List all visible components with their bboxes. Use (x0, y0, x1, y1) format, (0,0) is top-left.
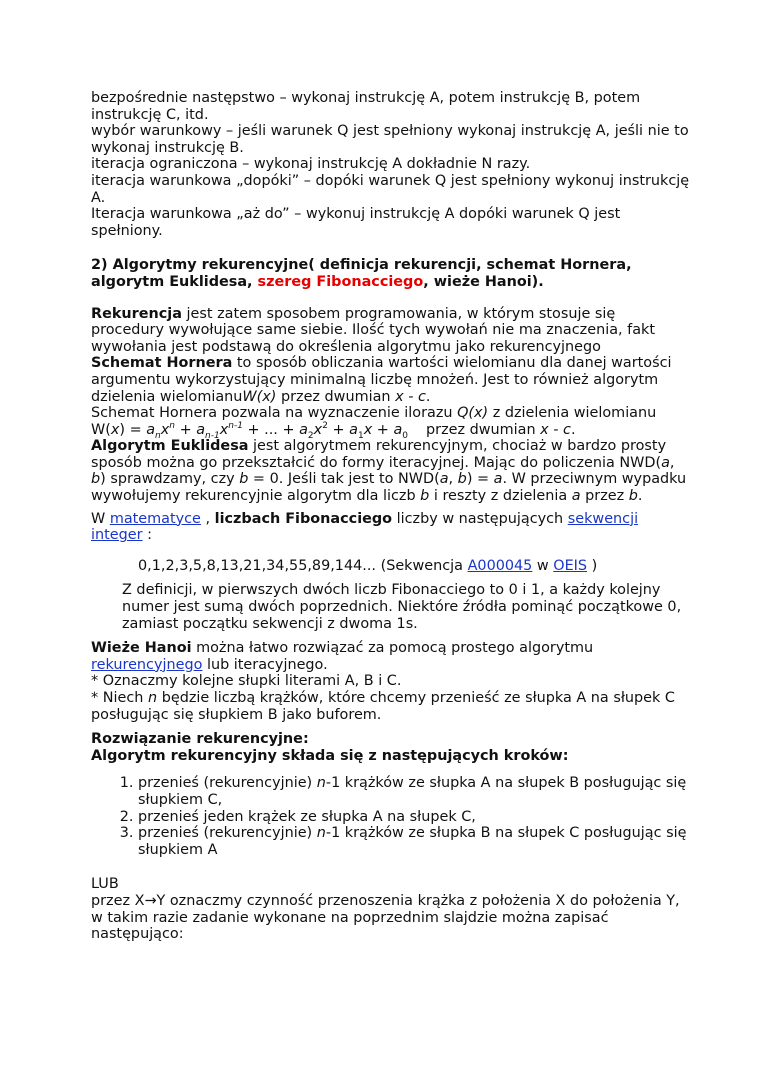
sequence-text: 0,1,2,3,5,8,13,21,34,55,89,144... (Sekwencja (138, 557, 468, 574)
horner-formula (91, 422, 691, 439)
euklides-text: = 0. Jeśli tak jest to NWD( (248, 471, 440, 488)
step-text: -1 krążków ze słupka B na słupek C posługując się słupkiem A (138, 825, 687, 858)
list-item (138, 809, 691, 826)
var-a: a (493, 471, 503, 488)
sekwencji-integer-link[interactable]: sekwencji integer (91, 510, 639, 544)
euklides-text: jest algorytmem rekurencyjnym, chociaż w bardzo prosty sposób można go przekształcić do formy iteracyjnej. Mając do policzenia NWD( (91, 438, 667, 471)
euklides-text: . W przeciwnym wypadku wywołujemy rekurencyjnie algorytm dla liczb (91, 471, 687, 505)
hanoi-text: można łatwo rozwiązać za pomocą prostego algorytmu (191, 640, 594, 657)
horner-text: to sposób obliczania wartości wielomianu dla danej wartości argumentu wykorzystujący minimalną liczbę mnożeń. Jest to również algorytm dzielenia wielomianu (91, 355, 672, 405)
var-a: a (439, 471, 449, 488)
euklides-text: , (448, 471, 458, 488)
var-a: a (661, 454, 670, 471)
step-text: przenieś (rekurencyjnie) (138, 775, 317, 792)
var-n: n (316, 825, 326, 842)
hanoi-note-text: będzie liczbą krążków, które chcemy przenieść ze słupka A na słupek C posługując się słupkiem B jako buforem. (91, 690, 675, 723)
formula-part: przez dwumian (426, 421, 541, 438)
intro-line: iteracja ograniczona – wykonaj instrukcję A dokładnie N razy. (91, 156, 531, 173)
horner-text: Schemat Hornera pozwala na wyznaczenie ilorazu (91, 405, 458, 422)
rekurencja-paragraph (91, 306, 691, 356)
hanoi-note-text: * Niech (91, 690, 148, 706)
formula-exponent: n (169, 420, 175, 431)
formula-var: x (313, 421, 323, 438)
formula-index: 1 (357, 430, 364, 441)
sequence-text: w (532, 557, 554, 574)
hanoi-term: Wieże Hanoi (91, 640, 192, 657)
sequence-text: ) (587, 557, 598, 574)
rekurencyjnego-link[interactable]: rekurencyjnego (91, 656, 203, 673)
final-text: Y oznaczmy czynność przenoszenia krążka z położenia X do położenia Y, w takim razie zadanie wykonane na poprzednim slajdzie można zapisać następująco: (91, 892, 680, 943)
section-heading (91, 257, 691, 290)
euklides-text: ) sprawdzamy, czy (100, 471, 240, 488)
list-item (138, 825, 691, 858)
formula-var: a (146, 421, 156, 438)
euklides-text: ) = (466, 471, 494, 488)
fib-text: , (200, 510, 215, 527)
formula-part: W( (91, 421, 111, 438)
heading-highlight: szereg Fibonacciego (257, 273, 424, 290)
var-b: b (457, 471, 467, 488)
var-b: b (91, 471, 101, 488)
horner-text: przez dwumian (276, 388, 396, 405)
solution-subtitle (91, 748, 691, 765)
horner-xc: x - c (395, 388, 426, 405)
fibonacci-paragraph (91, 511, 691, 544)
formula-part: . (570, 421, 576, 438)
heading-text-end: , wieże Hanoi). (423, 273, 544, 290)
var-n: n (148, 690, 158, 706)
formula-var: x (160, 421, 170, 438)
formula-part: + ... + (242, 421, 300, 438)
arrow-symbol: → (144, 892, 157, 909)
final-text: przez X (91, 892, 145, 909)
formula-var: a (196, 421, 206, 438)
formula-index: 0 (402, 430, 409, 441)
formula-index: n-1 (205, 430, 220, 441)
rekurencja-text: jest zatem sposobem programowania, w którym stosuje się procedury wywołujące same siebie. Ilość tych wywołań nie ma znaczenia, fakt wywołania jest podstawą do określenia algorytmu jako rekurencyjnego (91, 305, 656, 355)
hanoi-note (91, 690, 691, 723)
horner-term: Schemat Hornera (91, 355, 233, 372)
horner-paragraph (91, 355, 691, 405)
hanoi-note: * Oznaczmy kolejne słupki literami A, B i C. (91, 673, 402, 690)
formula-index: 2 (307, 430, 314, 441)
formula-index: n (155, 430, 161, 441)
heading-text: 2) Algorytmy rekurencyjne( definicja rekurencji, schemat Hornera, algorytm Euklidesa, (91, 257, 632, 290)
fib-text: liczby w następujących (392, 510, 568, 527)
solution-title (91, 731, 691, 748)
step-text: -1 krążków ze słupka A na słupek B posługując się słupkiem C, (138, 775, 687, 808)
final-paragraph (91, 893, 691, 943)
document-page (91, 90, 691, 943)
formula-part: + (175, 421, 197, 438)
list-item (138, 775, 691, 808)
var-n: n (316, 775, 326, 792)
rekurencja-term: Rekurencja (91, 305, 182, 322)
hanoi-text: lub iteracyjnego. (202, 656, 328, 673)
intro-line: Iteracja warunkowa „aż do” – wykonuj instrukcję A dopóki warunek Q jest spełniony. (91, 206, 621, 239)
steps-list (91, 775, 691, 858)
intro-line: bezpośrednie następstwo – wykonaj instrukcję A, potem instrukcję B, potem instrukcję C, itd. (91, 90, 641, 123)
formula-var: a (393, 421, 403, 438)
euklides-text: i reszty z dzielenia (429, 488, 572, 505)
formula-var: a (299, 421, 308, 438)
euklides-term: Algorytm Euklidesa (91, 438, 249, 455)
horner-quotient-line (91, 405, 691, 422)
var-a: a (571, 488, 581, 505)
matematyce-link[interactable]: matematyce (109, 510, 201, 527)
a000045-link[interactable]: A000045 (467, 557, 533, 574)
fibonacci-definition: Z definicji, w pierwszych dwóch liczb Fibonacciego to 0 i 1, a każdy kolejny numer jest sumą dwóch poprzednich. Niektóre źródła pominąć początkowe 0, zamiast początku sekwencji z dwoma 1s. (122, 582, 682, 632)
fib-text: : (142, 527, 152, 544)
formula-exponent: 2 (322, 420, 328, 431)
formula-part: + (372, 421, 394, 438)
formula-exponent: n-1 (228, 420, 243, 431)
fibonacci-sequence (138, 558, 691, 575)
solution-subtitle-text: Algorytm rekurencyjny składa się z następujących kroków: (91, 747, 569, 764)
formula-var: a (349, 421, 358, 438)
hanoi-paragraph (91, 640, 691, 673)
oeis-link[interactable]: OEIS (553, 557, 588, 574)
var-b: b (628, 488, 638, 505)
fib-text: W (91, 510, 110, 527)
intro-line: iteracja warunkowa „dopóki” – dopóki warunek Q jest spełniony wykonuj instrukcję A. (91, 172, 690, 206)
euklides-text: . (637, 488, 643, 505)
solution-title-text: Rozwiązanie rekurencyjne: (91, 731, 309, 748)
fibonacci-term: liczbach Fibonacciego (214, 510, 393, 527)
euklides-text: przez (580, 488, 629, 505)
var-b: b (420, 488, 430, 505)
euklides-text: , (669, 454, 675, 471)
euklides-paragraph (91, 438, 691, 504)
var-b: b (239, 471, 249, 488)
horner-qx: Q(x) (457, 405, 489, 422)
horner-text: z dzielenia wielomianu (488, 405, 657, 422)
formula-var: x - c (540, 421, 571, 438)
formula-part: ) = (119, 421, 147, 438)
lub-label: LUB (91, 876, 119, 893)
horner-wx: W(x) (242, 388, 277, 405)
formula-var: x (110, 421, 120, 438)
step-text: przenieś jeden krążek ze słupka A na słupek C, (138, 808, 476, 825)
step-text: przenieś (rekurencyjnie) (138, 825, 317, 842)
intro-line: wybór warunkowy – jeśli warunek Q jest spełniony wykonaj instrukcję A, jeśli nie to wykonaj instrukcję B. (91, 123, 689, 156)
formula-var: x (219, 421, 229, 438)
formula-part: + (327, 421, 350, 438)
horner-dot: . (425, 388, 431, 405)
formula-var: x (363, 421, 373, 438)
